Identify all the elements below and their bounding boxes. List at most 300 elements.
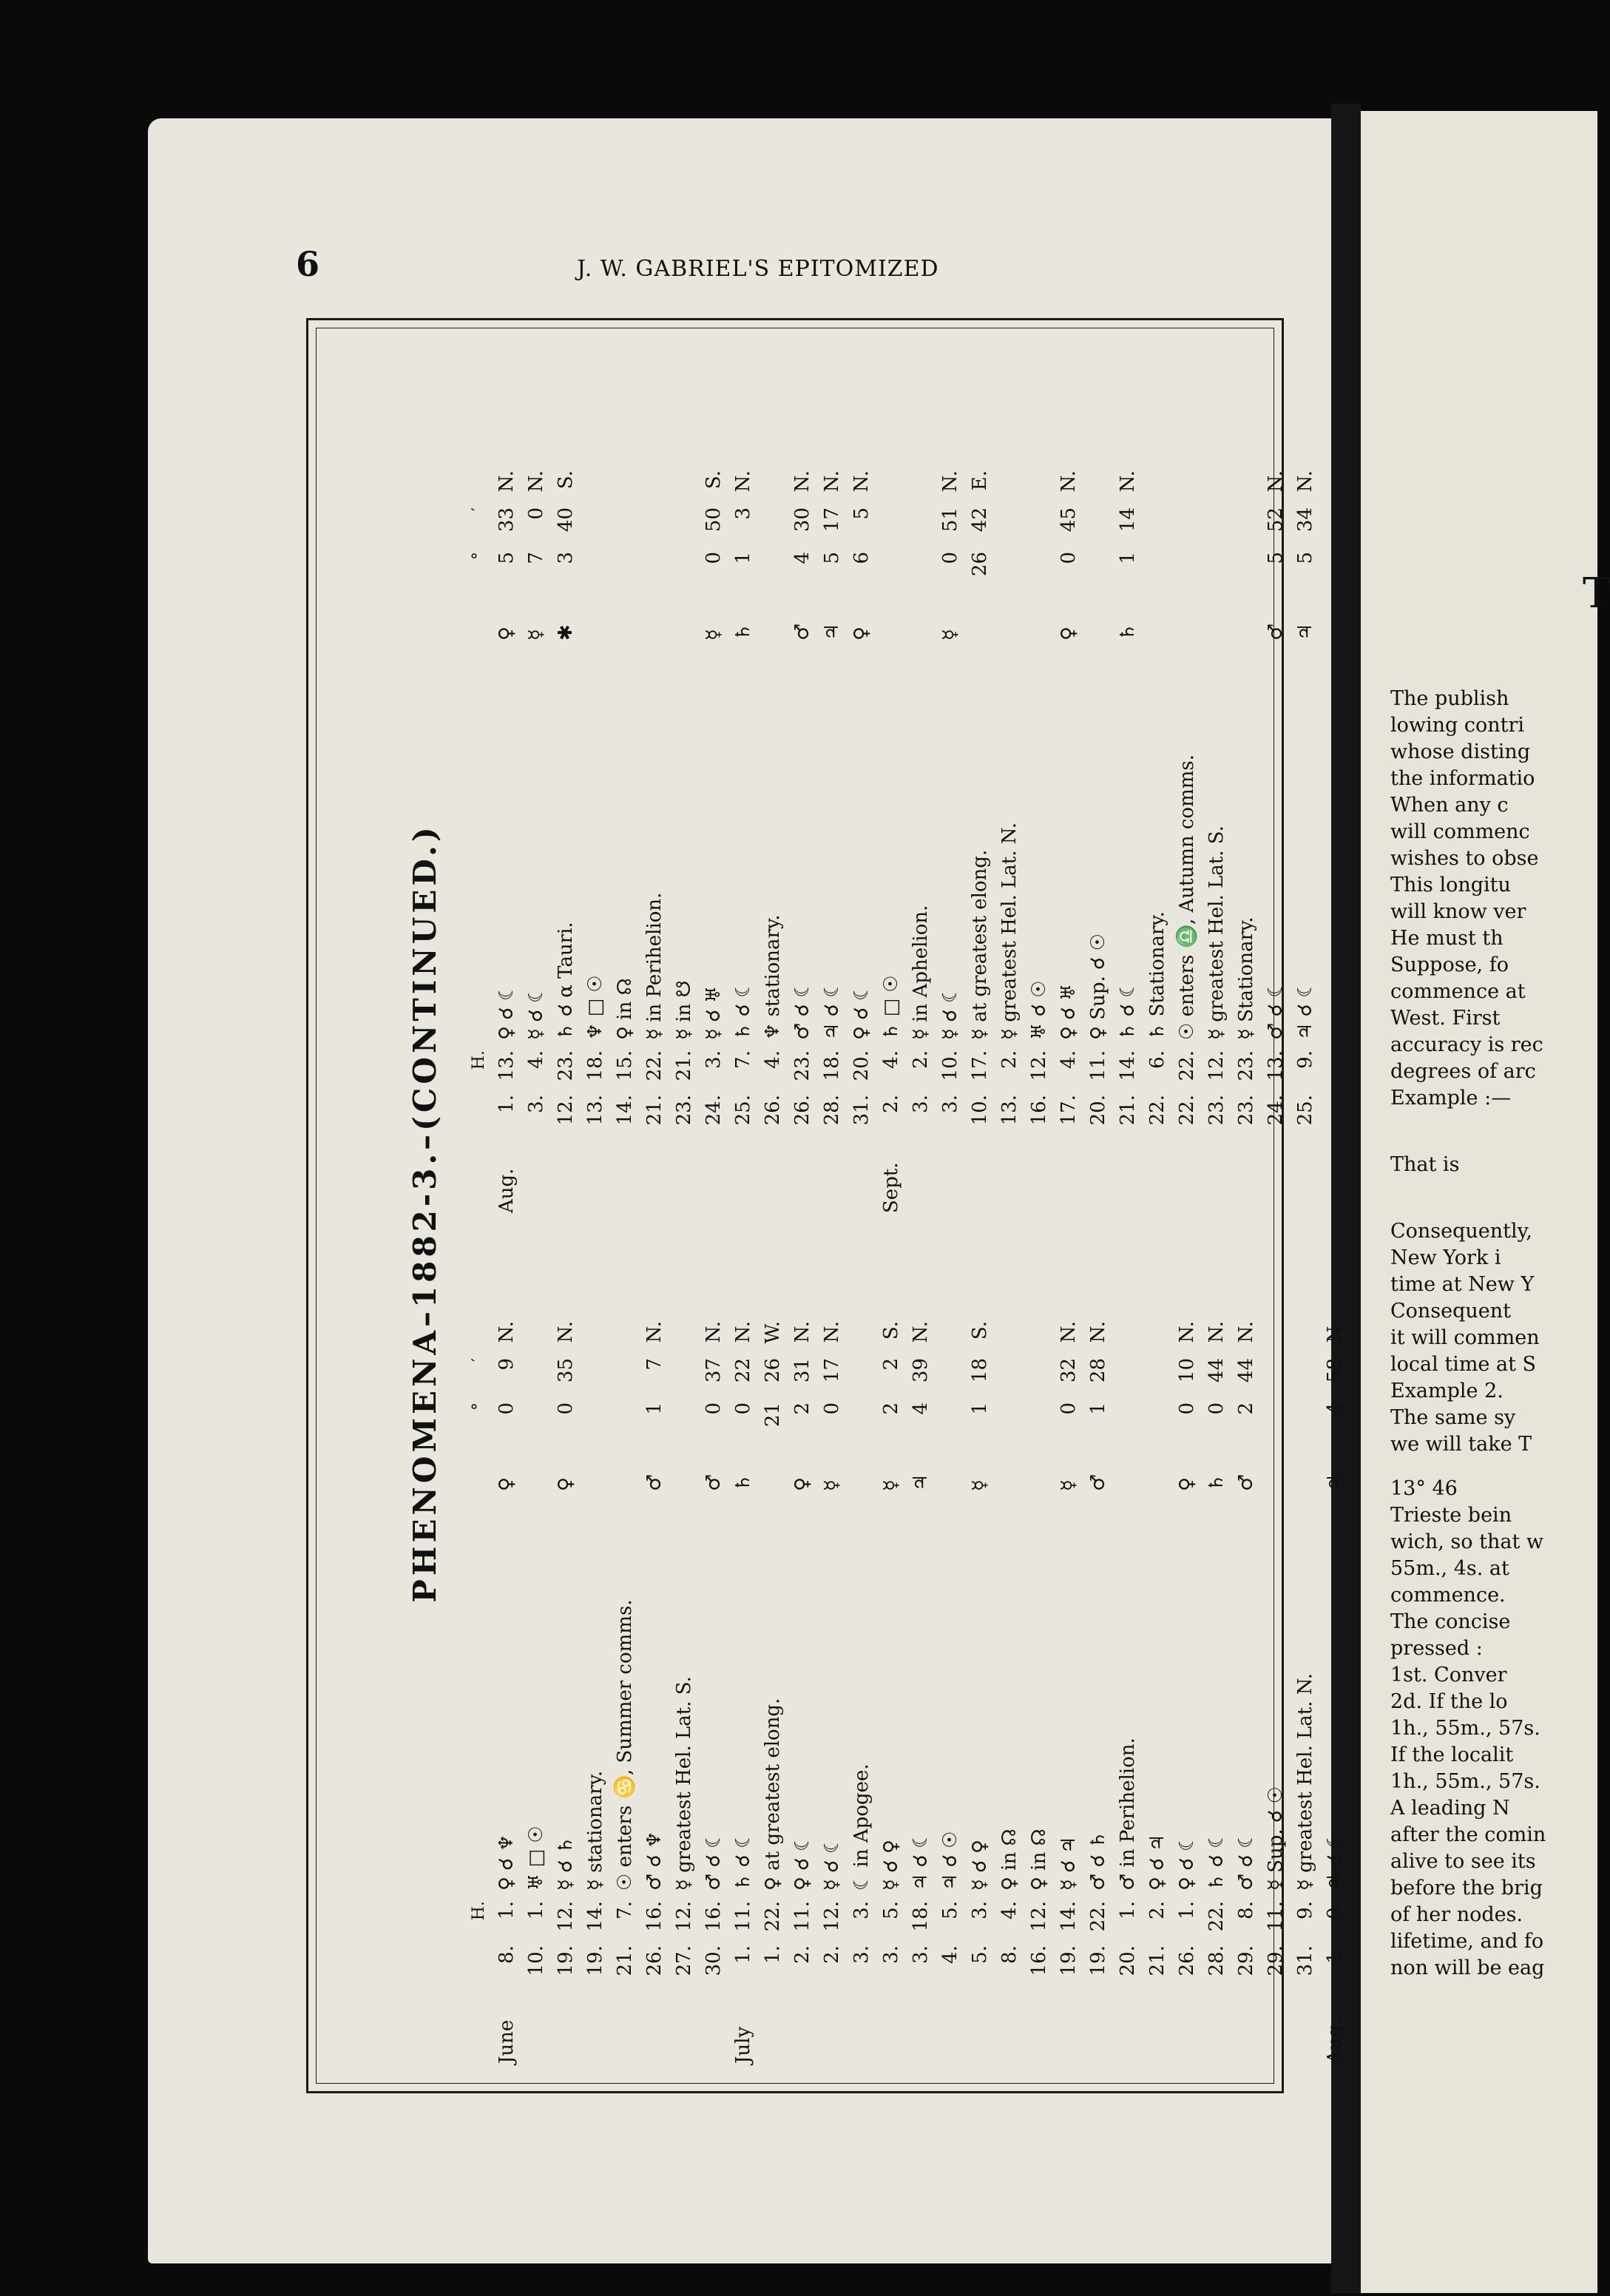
table-row xyxy=(640,399,669,1213)
direction-cell: N. xyxy=(1235,1321,1257,1343)
direction-cell xyxy=(640,470,669,507)
hour-cell: 10. xyxy=(939,1050,961,1081)
facing-page-line: 2d. If the lo xyxy=(1390,1690,1508,1713)
direction-cell xyxy=(1024,470,1054,507)
day-cell: 21. xyxy=(614,1945,636,1976)
hour-cell: 14. xyxy=(1058,1901,1080,1932)
day-cell: 26. xyxy=(762,1095,784,1126)
table-row xyxy=(788,399,817,1213)
degrees-cell: 0 xyxy=(703,1402,725,1415)
phenomenon-cell: ☿ stationary. xyxy=(584,1770,606,1891)
minutes-cell xyxy=(640,507,669,552)
body-cell: ♃ xyxy=(1294,623,1316,641)
direction-cell xyxy=(758,470,788,507)
hour-cell: 15. xyxy=(614,1050,636,1081)
degrees-cell: 7 xyxy=(525,552,547,564)
column-header xyxy=(470,399,492,1213)
minutes-cell xyxy=(1113,1358,1143,1402)
table-row xyxy=(847,1250,876,2064)
minutes-cell: 50 xyxy=(703,507,725,533)
direction-cell xyxy=(847,1321,876,1358)
degrees-cell xyxy=(669,552,699,596)
phenomenon-cell: ♂ in Perihelion. xyxy=(1117,1738,1139,1891)
month-cell xyxy=(1202,1990,1231,2064)
day-cell: 3. xyxy=(525,1095,547,1113)
facing-page-line: it will commen xyxy=(1390,1326,1540,1349)
hour-header: H. xyxy=(470,1050,488,1070)
direction-cell: N. xyxy=(555,1321,577,1343)
degrees-cell: 2 xyxy=(1235,1402,1257,1415)
hour-cell: 12. xyxy=(555,1901,577,1932)
phenomenon-cell: ♀ ☌ ♅ xyxy=(1058,983,1080,1040)
table-row xyxy=(669,1250,699,2064)
hour-cell: 12. xyxy=(821,1901,843,1932)
body-cell: ☿ xyxy=(525,629,547,641)
phenomenon-cell: ☾ in Apogee. xyxy=(850,1763,873,1891)
month-cell xyxy=(1054,1990,1083,2064)
hour-cell: 0. xyxy=(1324,1901,1346,1919)
month-cell xyxy=(847,1139,876,1213)
month-cell xyxy=(551,1139,581,1213)
month-cell xyxy=(610,1990,640,2064)
direction-cell: N. xyxy=(1205,1321,1228,1343)
hour-cell: 4. xyxy=(1058,1050,1080,1069)
day-cell: 3. xyxy=(850,1945,873,1964)
hour-cell: 18. xyxy=(910,1901,932,1932)
table-row xyxy=(1231,1250,1261,2064)
direction-cell xyxy=(995,1321,1024,1358)
facing-page-line: lowing contri xyxy=(1390,714,1525,737)
phenomenon-cell: ♂ ☌ ♆ xyxy=(643,1831,666,1891)
degrees-cell: 0 xyxy=(1058,552,1080,564)
direction-cell xyxy=(610,1321,640,1358)
table-row xyxy=(521,1250,551,2064)
facing-page-line: If the localit xyxy=(1390,1743,1514,1766)
direction-cell xyxy=(610,470,640,507)
direction-cell: N. xyxy=(910,1321,932,1343)
minutes-cell xyxy=(1231,507,1261,552)
minutes-cell xyxy=(1172,507,1202,552)
body-cell xyxy=(521,1447,551,1491)
body-cell: ☿ xyxy=(821,1479,843,1491)
direction-cell: N. xyxy=(1294,470,1316,493)
minutes-cell: 39 xyxy=(910,1358,932,1383)
day-cell: 10. xyxy=(525,1945,547,1976)
minutes-cell: 34 xyxy=(1294,507,1316,533)
day-cell: 30. xyxy=(703,1945,725,1976)
degrees-cell xyxy=(581,1402,610,1447)
degrees-cell: 21 xyxy=(762,1402,784,1428)
phenomenon-cell: ☿ ☌ ☾ xyxy=(939,985,961,1040)
body-cell: ☿ xyxy=(969,1479,991,1491)
degrees-cell xyxy=(610,1402,640,1447)
minutes-cell: 18 xyxy=(969,1358,991,1383)
minutes-cell: 5 xyxy=(850,507,873,520)
degrees-cell: 4 xyxy=(791,552,814,564)
body-cell: ♃ xyxy=(1324,1473,1346,1491)
direction-cell: N. xyxy=(939,470,961,493)
body-cell: ♄ xyxy=(1205,1473,1228,1491)
degrees-cell xyxy=(1083,552,1113,596)
table-row xyxy=(995,1250,1024,2064)
facing-page-line: lifetime, and fo xyxy=(1390,1930,1544,1953)
hour-cell: 11. xyxy=(1087,1050,1109,1081)
direction-cell xyxy=(1202,470,1231,507)
direction-cell xyxy=(1172,470,1202,507)
minutes-cell: 30 xyxy=(791,507,814,533)
degrees-cell xyxy=(1024,552,1054,596)
table-row xyxy=(640,1250,669,2064)
day-cell: 19. xyxy=(1058,1945,1080,1976)
phenomenon-cell: ☿ ☌ ♀ xyxy=(880,1840,902,1891)
phenomenon-cell: ☿ ☌ ♄ xyxy=(555,1836,577,1891)
phenomenon-cell: ♅ ☌ ☉ xyxy=(1028,980,1050,1040)
table-row xyxy=(906,1250,936,2064)
day-cell: 5. xyxy=(969,1945,991,1964)
minutes-cell: 2 xyxy=(880,1358,902,1371)
body-cell xyxy=(610,1447,640,1491)
day-cell: 22. xyxy=(1146,1095,1168,1126)
hour-cell: 23. xyxy=(1235,1050,1257,1081)
direction-cell xyxy=(1113,1321,1143,1358)
day-cell: 29. xyxy=(1265,1945,1287,1976)
table-row xyxy=(1172,1250,1202,2064)
minutes-cell: 0 xyxy=(525,507,547,520)
facing-page-line: we will take T xyxy=(1390,1433,1532,1456)
direction-cell: E. xyxy=(969,470,991,491)
body-cell xyxy=(1172,596,1202,641)
body-cell xyxy=(581,596,610,641)
facing-page-line: 13° 46 xyxy=(1390,1477,1458,1500)
day-cell: 3. xyxy=(910,1095,932,1113)
month-cell xyxy=(758,1139,788,1213)
day-cell: 1. xyxy=(762,1945,784,1964)
degrees-cell: 0 xyxy=(821,1402,843,1415)
day-cell: 17. xyxy=(1058,1095,1080,1126)
day-cell: 24. xyxy=(1265,1095,1287,1126)
month-cell: Aug. xyxy=(1324,2019,1346,2064)
month-cell xyxy=(610,1139,640,1213)
facing-page-line: Consequently, xyxy=(1390,1220,1532,1243)
hour-cell: 3. xyxy=(703,1050,725,1069)
facing-page-line: 1st. Conver xyxy=(1390,1664,1507,1686)
phenomenon-cell: ♆ stationary. xyxy=(762,914,784,1040)
facing-page-line: whose disting xyxy=(1390,740,1531,763)
facing-page-line: 1h., 55m., 57s. xyxy=(1390,1717,1540,1740)
minutes-cell xyxy=(995,1358,1024,1402)
table-row xyxy=(669,399,699,1213)
hour-cell: 2. xyxy=(910,1050,932,1069)
degrees-cell: 0 xyxy=(495,1402,518,1415)
hour-cell: 17. xyxy=(969,1050,991,1081)
minutes-cell xyxy=(847,1358,876,1402)
minutes-cell: 10 xyxy=(1176,1358,1198,1383)
direction-cell: W. xyxy=(762,1321,784,1344)
degrees-cell xyxy=(1202,552,1231,596)
hour-cell: 23. xyxy=(555,1050,577,1081)
month-cell xyxy=(906,1139,936,1213)
minutes-cell: 17 xyxy=(821,507,843,533)
hour-cell: 13. xyxy=(1265,1050,1287,1081)
body-cell: ♄ xyxy=(732,1473,754,1491)
hour-cell: 4. xyxy=(525,1050,547,1069)
degrees-cell: 0 xyxy=(1176,1402,1198,1415)
table-row xyxy=(1143,399,1172,1213)
phenomenon-cell: ♄ ☌ ☾ xyxy=(732,1831,754,1891)
month-cell: June xyxy=(495,2019,518,2064)
month-cell xyxy=(728,1139,758,1213)
day-cell: 4. xyxy=(939,1945,961,1964)
body-cell xyxy=(1261,1447,1291,1491)
phenomenon-cell: ♂ ☌ ☾ xyxy=(1235,1831,1257,1891)
table-rows-left xyxy=(492,1250,1350,2064)
hour-cell: 1. xyxy=(1176,1901,1198,1919)
phenomenon-cell: ♀ in ☊ xyxy=(1028,1829,1050,1891)
body-cell: ✱ xyxy=(555,624,577,641)
day-cell: 10. xyxy=(969,1095,991,1126)
month-cell xyxy=(965,1990,995,2064)
minutes-cell xyxy=(1024,1358,1054,1402)
table-rows-right xyxy=(492,399,1320,1213)
table-row xyxy=(581,1250,610,2064)
minutes-cell xyxy=(610,507,640,552)
facing-page-line: The same sy xyxy=(1390,1406,1516,1429)
minutes-cell xyxy=(669,507,699,552)
month-cell xyxy=(669,1990,699,2064)
facing-page-line: degrees of arc xyxy=(1390,1060,1536,1083)
minutes-cell: 14 xyxy=(1117,507,1139,533)
body-cell: ♂ xyxy=(1087,1473,1109,1491)
body-cell xyxy=(1291,1447,1320,1491)
minutes-cell: 32 xyxy=(1058,1358,1080,1383)
day-cell: 16. xyxy=(1028,1945,1050,1976)
month-cell xyxy=(699,1990,728,2064)
month-cell xyxy=(1113,1139,1143,1213)
hour-cell: 9. xyxy=(1294,1901,1316,1919)
hour-cell: 4. xyxy=(762,1050,784,1069)
hour-cell: 5. xyxy=(880,1901,902,1919)
body-cell xyxy=(1024,1447,1054,1491)
day-cell: 25. xyxy=(732,1095,754,1126)
month-cell xyxy=(1172,1990,1202,2064)
day-cell: 26. xyxy=(791,1095,814,1126)
table-title: PHENOMENA–1882-3.–(CONTINUED.) xyxy=(407,823,443,1603)
day-cell: 27. xyxy=(673,1945,695,1976)
minute-header: ′ xyxy=(470,1358,488,1362)
degrees-cell: 0 xyxy=(732,1402,754,1415)
facing-page-line: of her nodes. xyxy=(1390,1903,1523,1926)
minutes-cell: 45 xyxy=(1058,507,1080,533)
month-cell: Aug. xyxy=(495,1168,518,1213)
degrees-cell: 3 xyxy=(555,552,577,564)
month-cell xyxy=(995,1139,1024,1213)
month-cell xyxy=(906,1990,936,2064)
day-cell: 26. xyxy=(643,1945,666,1976)
direction-cell: S. xyxy=(969,1321,991,1340)
month-cell xyxy=(1291,1990,1320,2064)
minutes-cell: 26 xyxy=(762,1358,784,1383)
table-row xyxy=(936,399,965,1213)
degrees-cell xyxy=(995,552,1024,596)
facing-page-line: West. First xyxy=(1390,1007,1501,1030)
body-cell: ☿ xyxy=(703,629,725,641)
table-row xyxy=(610,1250,640,2064)
direction-cell: N. xyxy=(791,470,814,493)
month-cell: July xyxy=(732,2026,754,2064)
degrees-cell xyxy=(758,552,788,596)
month-cell xyxy=(640,1990,669,2064)
body-cell xyxy=(758,1447,788,1491)
minutes-cell: 33 xyxy=(495,507,518,533)
month-cell xyxy=(817,1990,847,2064)
table-row xyxy=(521,399,551,1213)
day-cell: 22. xyxy=(1176,1095,1198,1126)
month-cell xyxy=(521,1139,551,1213)
degrees-cell xyxy=(610,552,640,596)
phenomenon-cell: ♂ ☌ ☾ xyxy=(791,980,814,1040)
degrees-cell: 2 xyxy=(791,1402,814,1415)
minutes-cell: 42 xyxy=(969,507,991,533)
month-cell xyxy=(581,1139,610,1213)
month-cell xyxy=(1024,1990,1054,2064)
table-row xyxy=(699,399,728,1213)
month-cell xyxy=(1143,1990,1172,2064)
facing-page-line: The publish xyxy=(1390,687,1509,710)
month-cell xyxy=(936,1139,965,1213)
body-cell: ☿ xyxy=(1058,1479,1080,1491)
month-cell xyxy=(1202,1139,1231,1213)
day-cell: 24. xyxy=(703,1095,725,1126)
minutes-cell xyxy=(1202,507,1231,552)
hour-cell: 6. xyxy=(1146,1050,1168,1069)
month-cell xyxy=(551,1990,581,2064)
day-cell: 21. xyxy=(643,1095,666,1126)
degrees-cell: 0 xyxy=(939,552,961,564)
table-column-right xyxy=(470,399,1320,1213)
day-cell: 13. xyxy=(584,1095,606,1126)
body-cell: ♂ xyxy=(791,623,814,641)
phenomenon-cell: ♀ ☌ ☾ xyxy=(1176,1834,1198,1891)
table-row xyxy=(876,1250,906,2064)
day-cell: 1. xyxy=(732,1945,754,1964)
body-cell: ♀ xyxy=(1058,626,1080,641)
table-row xyxy=(581,399,610,1213)
degrees-cell xyxy=(1143,1402,1172,1447)
minutes-cell: 17 xyxy=(821,1358,843,1383)
minutes-cell xyxy=(995,507,1024,552)
day-cell: 29. xyxy=(1235,1945,1257,1976)
facing-page-line: 1h., 55m., 57s. xyxy=(1390,1770,1540,1793)
facing-page-line: A leading N xyxy=(1390,1797,1510,1820)
phenomenon-cell: ☿ ☌ ☾ xyxy=(525,985,547,1040)
facing-page-line: Example :— xyxy=(1390,1087,1512,1110)
direction-cell: N. xyxy=(1058,470,1080,493)
direction-cell xyxy=(1291,1321,1320,1358)
minutes-cell xyxy=(581,507,610,552)
direction-cell xyxy=(1143,470,1172,507)
day-cell: 13. xyxy=(998,1095,1021,1126)
direction-cell xyxy=(669,470,699,507)
table-row xyxy=(1291,399,1320,1213)
facing-page-line: commence. xyxy=(1390,1584,1506,1607)
minutes-cell xyxy=(936,1358,965,1402)
minutes-cell: 3 xyxy=(732,507,754,520)
table-row xyxy=(610,399,640,1213)
hour-cell: 8. xyxy=(1235,1901,1257,1919)
column-header xyxy=(470,1250,492,2064)
table-row xyxy=(906,399,936,1213)
facing-page-line: time at New Y xyxy=(1390,1273,1535,1296)
table-row xyxy=(876,399,906,1213)
body-cell xyxy=(1083,596,1113,641)
facing-page-line: New York i xyxy=(1390,1246,1501,1269)
body-cell xyxy=(1202,596,1231,641)
hour-cell: 2. xyxy=(1146,1901,1168,1919)
month-cell xyxy=(1054,1139,1083,1213)
phenomenon-cell: ☿ in Perihelion. xyxy=(643,892,666,1040)
day-cell: 12. xyxy=(555,1095,577,1126)
phenomenon-cell: ☿ greatest Hel. Lat. N. xyxy=(998,822,1021,1040)
degrees-cell: 1 xyxy=(1117,552,1139,564)
body-cell xyxy=(1143,596,1172,641)
degree-header: ° xyxy=(470,552,488,560)
phenomenon-cell: ♀ at greatest elong. xyxy=(762,1698,784,1891)
facing-page-line: Trieste bein xyxy=(1390,1504,1512,1527)
facing-page-line: will know ver xyxy=(1390,900,1526,923)
direction-cell: N. xyxy=(1087,1321,1109,1343)
degrees-cell: 0 xyxy=(1058,1402,1080,1415)
minute-header: ′ xyxy=(470,507,488,511)
phenomenon-cell: ☉ enters ♋, Summer comms. xyxy=(614,1599,636,1891)
month-cell xyxy=(1172,1139,1202,1213)
degrees-cell: 1 xyxy=(732,552,754,564)
day-cell: 19. xyxy=(555,1945,577,1976)
facing-page-line: wich, so that w xyxy=(1390,1530,1543,1553)
day-cell: 19. xyxy=(584,1945,606,1976)
phenomenon-cell: ☿ in Aphelion. xyxy=(910,905,932,1040)
phenomenon-cell: ♄ ☌ α Tauri. xyxy=(555,922,577,1040)
phenomenon-cell: ♃ ☌ ☉ xyxy=(939,1831,961,1891)
day-cell: 16. xyxy=(1028,1095,1050,1126)
body-cell xyxy=(669,1447,699,1491)
direction-cell: N. xyxy=(703,1321,725,1343)
table-row xyxy=(1083,399,1113,1213)
minutes-cell xyxy=(669,1358,699,1402)
degrees-cell xyxy=(521,1402,551,1447)
table-row xyxy=(1261,1250,1291,2064)
month-cell xyxy=(1083,1990,1113,2064)
day-cell: 8. xyxy=(998,1945,1021,1964)
month-cell xyxy=(788,1139,817,1213)
phenomenon-cell: ☿ in ☋ xyxy=(673,980,695,1040)
table-row xyxy=(492,399,521,1213)
body-cell xyxy=(1113,1447,1143,1491)
degrees-cell xyxy=(906,552,936,596)
table-row xyxy=(1083,1250,1113,2064)
minutes-cell xyxy=(1261,1358,1291,1402)
degrees-cell: 4 xyxy=(910,1402,932,1415)
body-cell xyxy=(995,596,1024,641)
hour-cell: 22. xyxy=(1205,1901,1228,1932)
table-row xyxy=(1143,1250,1172,2064)
day-cell: 2. xyxy=(791,1945,814,1964)
day-cell: 8. xyxy=(495,1945,518,1964)
table-row xyxy=(1113,399,1143,1213)
month-cell xyxy=(936,1990,965,2064)
hour-cell: 12. xyxy=(1028,1901,1050,1932)
body-cell: ♀ xyxy=(850,626,873,641)
body-cell xyxy=(758,596,788,641)
